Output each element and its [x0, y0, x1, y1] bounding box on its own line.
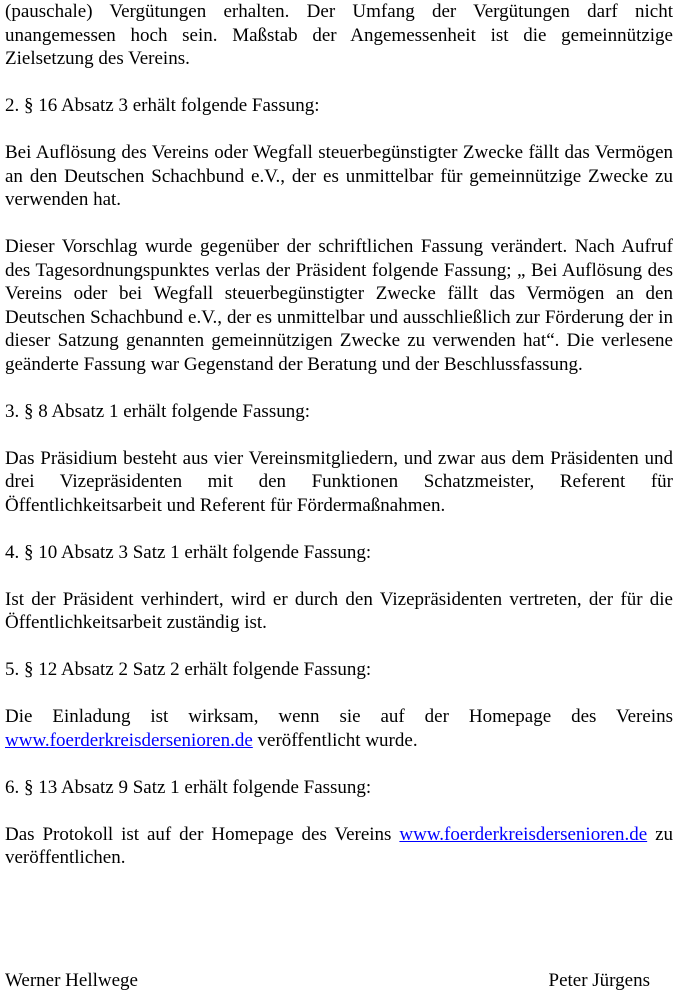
einladung-text: Die Einladung ist wirksam, wenn sie auf der Homepage des Vereins	[5, 706, 673, 727]
signature-line	[5, 969, 650, 993]
protokoll-text: Das Protokoll ist auf der Homepage des Vereins	[5, 823, 392, 845]
signature-right: Peter Jürgens	[548, 970, 650, 991]
einladung-text-end: veröffentlicht wurde.	[252, 729, 418, 751]
paragraph-vertretung: Ist der Präsident verhindert, wird er durch den Vizepräsidenten vertreten, der für die Öffentlichkeitsarbeit zuständig ist.	[5, 588, 673, 633]
protokoll-text-end: zu veröffentlichen.	[5, 823, 674, 868]
paragraph-einladung	[5, 705, 673, 752]
homepage-link-protokoll[interactable]: www.foerderkreisdersenioren.de	[399, 823, 648, 845]
heading-paragraph-12: 5. § 12 Absatz 2 Satz 2 erhält folgende Fassung:	[5, 659, 372, 680]
heading-paragraph-10: 4. § 10 Absatz 3 Satz 1 erhält folgende Fassung:	[5, 541, 372, 563]
heading-paragraph-8: 3. § 8 Absatz 1 erhält folgende Fassung:	[5, 400, 311, 422]
paragraph-protokoll	[5, 823, 673, 870]
homepage-link-einladung[interactable]: www.foerderkreisdersenioren.de	[5, 729, 253, 751]
signature-left: Werner Hellwege	[5, 970, 138, 991]
paragraph-vorschlag: Dieser Vorschlag wurde gegenüber der schriftlichen Fassung verändert. Nach Aufruf des Tagesordnungspunktes verlas der Präsident folgende Fassung; „ Bei Auflösung des Vereins oder bei Wegfall steuerbegünstigter Zwecke fällt das Vermögen an den Deutschen Schachbund e.V., der es unmittelbar und ausschließlich zur Förderung der in dieser Satzung genannten gemeinnützigen Zwecke zu verwenden hat“. Die verlesene geänderte Fassung war Gegenstand der Beratung und der Beschlussfassung.	[5, 236, 673, 375]
paragraph-praesidium: Das Präsidium besteht aus vier Vereinsmitgliedern, und zwar aus dem Präsidenten und drei Vizepräsidenten mit den Funktionen Schatzmeister, Referent für Öffentlichkeitsarbeit und Referent für Fördermaßnahmen.	[5, 447, 673, 516]
heading-paragraph-16: 2. § 16 Absatz 3 erhält folgende Fassung:	[5, 95, 320, 116]
heading-paragraph-13: 6. § 13 Absatz 9 Satz 1 erhält folgende Fassung:	[5, 776, 372, 798]
paragraph-aufloesung: Bei Auflösung des Vereins oder Wegfall steuerbegünstigter Zwecke fällt das Vermögen an den Deutschen Schachbund e.V., der es unmittelbar für gemeinnützige Zwecke zu verwenden hat.	[5, 142, 673, 210]
paragraph-verguetungen: (pauschale) Vergütungen erhalten. Der Umfang der Vergütungen darf nicht unangemessen hoch sein. Maßstab der Angemessenheit ist die gemeinnützige Zielsetzung des Vereins.	[5, 1, 673, 69]
document-body	[5, 0, 673, 870]
